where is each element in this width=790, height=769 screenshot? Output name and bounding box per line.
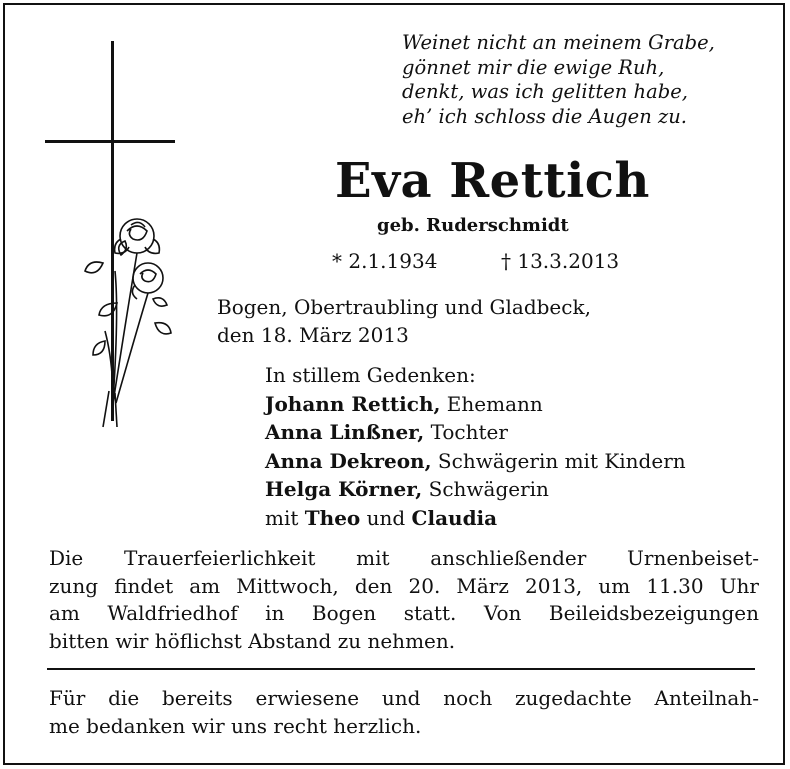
divider [47, 668, 755, 670]
mourner-entry [265, 390, 686, 419]
place-date [217, 293, 591, 349]
notice-line: bitten wir höflichst Abstand zu nehmen. [49, 628, 456, 653]
mourner-relation: Ehemann [440, 391, 543, 416]
mourner-conjunction: und [360, 505, 412, 530]
birth-date: * 2.1.1934 [332, 249, 438, 273]
mourner-relation: Tochter [424, 420, 508, 444]
place-line: Bogen, Obertraubling und Gladbeck, [217, 295, 591, 319]
mourner-relation: Schwägerin mit Kindern [431, 448, 686, 473]
mourner-name: Helga Körner, [265, 477, 423, 501]
poem [402, 31, 772, 129]
date-line: den 18. März 2013 [217, 323, 409, 347]
mourner-name: Claudia [411, 505, 498, 530]
poem-line: denkt, was ich gelitten habe, [402, 80, 688, 103]
mourner-entry [265, 418, 686, 447]
roses-icon [85, 219, 171, 427]
mourners-heading: In stillem Gedenken: [265, 363, 476, 387]
maiden-name: geb. Ruderschmidt [377, 215, 569, 236]
notice-line: Die Trauerfeierlichkeit mit anschließender Urnenbeiset- [49, 546, 759, 570]
mourner-entry [265, 475, 686, 504]
mourner-name: Johann Rettich, [265, 391, 441, 416]
poem-line: eh’ ich schloss die Augen zu. [402, 104, 687, 128]
thanks-note [49, 685, 759, 740]
obituary-notice [3, 3, 785, 765]
thanks-line: Für die bereits erwiesene und noch zugedachte Anteilnah- [49, 686, 759, 710]
notice-line: zung findet am Mittwoch, den 20. März 2013, um 11.30 Uhr [49, 573, 759, 598]
thanks-line: me bedanken wir uns recht herzlich. [49, 713, 422, 738]
deceased-name: Eva Rettich [335, 153, 650, 209]
notice-line: am Waldfriedhof in Bogen statt. Von Beileidsbezeigungen [49, 601, 759, 625]
service-notice [49, 545, 759, 655]
poem-line: gönnet mir die ewige Ruh, [402, 55, 665, 79]
death-date: † 13.3.2013 [501, 249, 620, 273]
poem-line: Weinet nicht an meinem Grabe, [402, 31, 715, 54]
mourners-list [265, 361, 686, 532]
mourner-entry [265, 447, 686, 476]
mourner-prefix: mit [265, 505, 305, 530]
mourner-name: Theo [304, 505, 361, 530]
mourner-name: Anna Linßner, [265, 420, 425, 444]
mourner-name: Anna Dekreon, [265, 448, 432, 473]
mourner-relation: Schwägerin [422, 477, 549, 501]
mourner-entry [265, 504, 686, 533]
cross-icon [45, 41, 195, 441]
